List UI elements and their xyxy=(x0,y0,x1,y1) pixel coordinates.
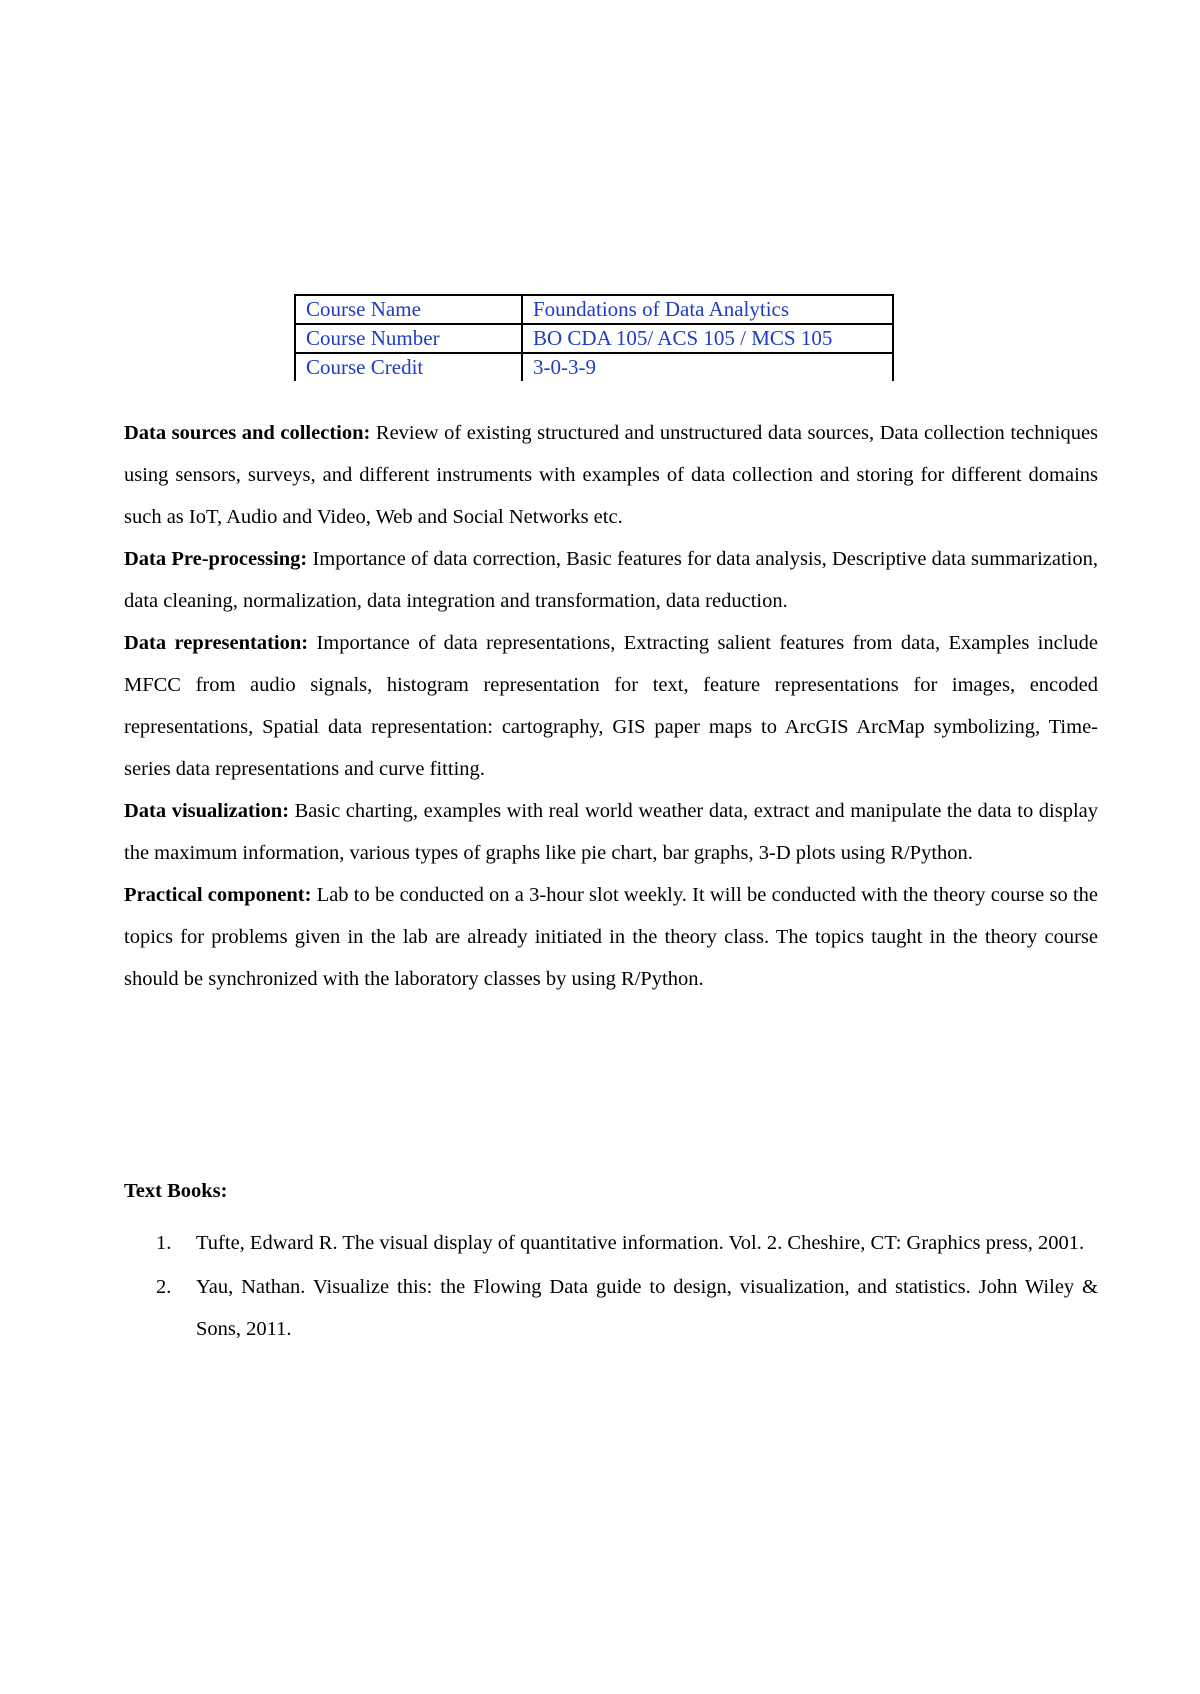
list-number: 1. xyxy=(156,1232,172,1254)
list-number: 2. xyxy=(156,1276,172,1298)
course-name-label: Course Name xyxy=(295,295,522,324)
course-number-row xyxy=(295,324,893,353)
section-text: Lab to be conducted on a 3-hour slot weekly. It will be conducted with the theory course so the topics for problems given in the lab are already initiated in the theory class. The topics taught in the theory course should be synchronized with the laboratory classes by using R/Python. xyxy=(124,884,1098,990)
section-heading: Data Pre-processing: xyxy=(124,548,308,570)
course-name-value: Foundations of Data Analytics xyxy=(522,295,893,324)
section-text: Review of existing structured and unstructured data sources, Data collection techniques using sensors, surveys, and different instruments with examples of data collection and storing for different domains such as IoT, Audio and Video, Web and Social Networks etc. xyxy=(124,422,1099,528)
section-data-visualization xyxy=(124,790,1098,874)
course-credit-row xyxy=(295,353,893,381)
syllabus-body xyxy=(124,412,1098,1000)
course-credit-value: 3-0-3-9 xyxy=(522,353,893,381)
course-credit-label: Course Credit xyxy=(295,353,522,381)
section-text: Basic charting, examples with real world weather data, extract and manipulate the data to display the maximum information, various types of graphs like pie chart, bar graphs, 3-D plots using R/Python. xyxy=(124,800,1098,864)
section-heading: Data representation: xyxy=(124,632,309,654)
section-text: Importance of data correction, Basic features for data analysis, Descriptive data summarization, data cleaning, normalization, data integration and transformation, data reduction. xyxy=(124,548,1098,612)
list-item xyxy=(124,1222,1098,1264)
course-number-value: BO CDA 105/ ACS 105 / MCS 105 xyxy=(522,324,893,353)
text-books-heading: Text Books: xyxy=(124,1180,228,1202)
course-name-row xyxy=(295,295,893,324)
list-item xyxy=(124,1266,1098,1350)
course-info-table xyxy=(294,294,894,381)
section-practical-component xyxy=(124,874,1098,1000)
section-data-sources xyxy=(124,412,1098,538)
section-heading: Data sources and collection: xyxy=(124,422,371,444)
text-books-list xyxy=(124,1222,1098,1352)
book-citation: Tufte, Edward R. The visual display of quantitative information. Vol. 2. Cheshire, CT: Graphics press, 2001. xyxy=(196,1232,1085,1254)
section-text: Importance of data representations, Extracting salient features from data, Examples include MFCC from audio signals, histogram representation for text, feature representations for images, encoded representations, Spatial data representation: cartography, GIS paper maps to ArcGIS ArcMap symbolizing, Time-series data representations and curve fitting. xyxy=(124,632,1098,780)
section-data-preprocessing xyxy=(124,538,1098,622)
section-data-representation xyxy=(124,622,1098,790)
section-heading: Data visualization: xyxy=(124,800,290,822)
book-citation: Yau, Nathan. Visualize this: the Flowing Data guide to design, visualization, and statistics. John Wiley & Sons, 2011. xyxy=(196,1276,1098,1340)
section-heading: Practical component: xyxy=(124,884,312,906)
course-number-label: Course Number xyxy=(295,324,522,353)
